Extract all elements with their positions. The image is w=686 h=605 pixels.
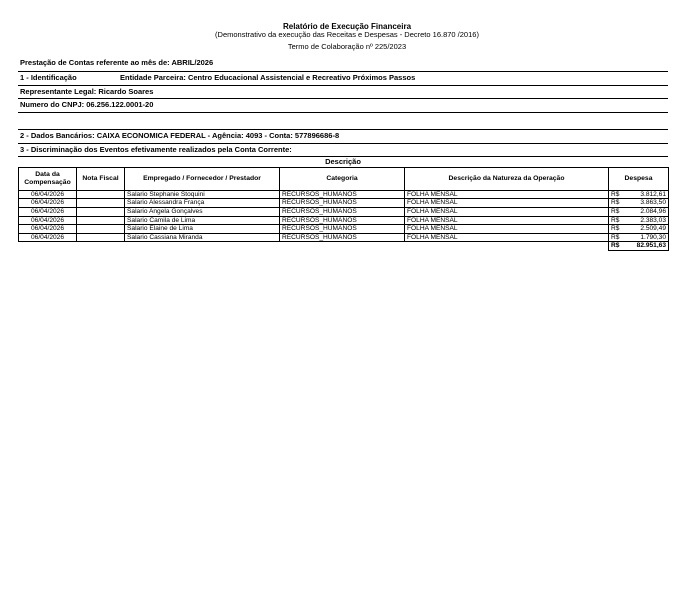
col-header-nota-fiscal: Nota Fiscal xyxy=(77,167,125,190)
table-row xyxy=(19,207,669,216)
total-blank-cell xyxy=(280,242,405,251)
cell-descricao: FOLHA MENSAL xyxy=(405,225,609,234)
total-blank-cell xyxy=(125,242,280,251)
expenses-table xyxy=(18,167,669,251)
col-header-descricao: Descrição da Natureza da Operação xyxy=(405,167,609,190)
col-header-categoria: Categoria xyxy=(280,167,405,190)
currency-symbol: R$ xyxy=(611,233,620,241)
identificacao-label: 1 - Identificação xyxy=(20,73,77,83)
cell-data: 06/04/2026 xyxy=(19,190,77,199)
cnpj: Numero do CNPJ: 06.256.122.0001-20 xyxy=(18,99,668,113)
currency-symbol: R$ xyxy=(611,190,620,198)
report-subtitle: (Demonstrativo da execução das Receitas e Despesas - Decreto 16.870 /2016) xyxy=(215,30,479,40)
cell-nota-fiscal xyxy=(77,190,125,199)
cell-despesa: R$ 2.509,49 xyxy=(609,225,669,234)
total-blank-cell xyxy=(19,242,77,251)
cell-data: 06/04/2026 xyxy=(19,233,77,242)
col-header-despesa: Despesa xyxy=(609,167,669,190)
table-row xyxy=(19,216,669,225)
cell-data: 06/04/2026 xyxy=(19,199,77,208)
table-row xyxy=(19,190,669,199)
cell-empregado: Salario Camila de Lima xyxy=(125,216,280,225)
cell-descricao: FOLHA MENSAL xyxy=(405,190,609,199)
cell-despesa: R$ 3.863,50 xyxy=(609,199,669,208)
cell-descricao: FOLHA MENSAL xyxy=(405,207,609,216)
currency-symbol: R$ xyxy=(611,225,620,233)
currency-symbol: R$ xyxy=(611,242,620,250)
dados-bancarios: 2 - Dados Bancários: CAIXA ECONOMICA FEDERAL - Agência: 4093 - Conta: 577896686-8 xyxy=(18,130,668,144)
report-header xyxy=(18,22,676,51)
cell-empregado: Salario Elaine de Lima xyxy=(125,225,280,234)
descricao-title: Descrição xyxy=(325,157,361,167)
entidade-parceira: Entidade Parceira: Centro Educacional Assistencial e Recreativo Próximos Passos xyxy=(120,73,416,83)
currency-symbol: R$ xyxy=(611,216,620,224)
total-value: R$ 82.951,63 xyxy=(609,242,669,251)
cell-descricao: FOLHA MENSAL xyxy=(405,199,609,208)
cell-descricao: FOLHA MENSAL xyxy=(405,216,609,225)
cell-data: 06/04/2026 xyxy=(19,216,77,225)
cell-nota-fiscal xyxy=(77,207,125,216)
cell-despesa: R$ 3.812,61 xyxy=(609,190,669,199)
cell-categoria: RECURSOS_HUMANOS xyxy=(280,207,405,216)
identificacao-row xyxy=(18,72,668,86)
cell-categoria: RECURSOS_HUMANOS xyxy=(280,216,405,225)
cell-empregado: Salario Alessandra França xyxy=(125,199,280,208)
representante-legal: Representante Legal: Ricardo Soares xyxy=(18,86,668,100)
table-header-row xyxy=(19,167,669,190)
termo-colaboracao: Termo de Colaboração nº 225/2023 xyxy=(287,41,407,51)
cell-nota-fiscal xyxy=(77,225,125,234)
cell-descricao: FOLHA MENSAL xyxy=(405,233,609,242)
cell-nota-fiscal xyxy=(77,199,125,208)
cell-nota-fiscal xyxy=(77,233,125,242)
col-header-data: Data da Compensação xyxy=(19,167,77,190)
table-body xyxy=(19,190,669,250)
total-row xyxy=(19,242,669,251)
report-title: Relatório de Execução Financeira xyxy=(282,22,412,31)
cell-categoria: RECURSOS_HUMANOS xyxy=(280,190,405,199)
cell-despesa: R$ 1.790,30 xyxy=(609,233,669,242)
total-blank-cell xyxy=(405,242,609,251)
total-blank-cell xyxy=(77,242,125,251)
discriminacao-eventos: 3 - Discriminação dos Eventos efetivamente realizados pela Conta Corrente: xyxy=(18,144,668,158)
spacer-row xyxy=(18,113,668,130)
cell-data: 06/04/2026 xyxy=(19,225,77,234)
col-header-empregado: Empregado / Fornecedor / Prestador xyxy=(125,167,280,190)
cell-nota-fiscal xyxy=(77,216,125,225)
table-row xyxy=(19,199,669,208)
cell-categoria: RECURSOS_HUMANOS xyxy=(280,225,405,234)
cell-empregado: Salario Stephanie Stoquini xyxy=(125,190,280,199)
cell-despesa: R$ 2.383,03 xyxy=(609,216,669,225)
cell-despesa: R$ 2.084,96 xyxy=(609,207,669,216)
table-row xyxy=(19,233,669,242)
cell-empregado: Salario Angela Gonçalves xyxy=(125,207,280,216)
cell-categoria: RECURSOS_HUMANOS xyxy=(280,199,405,208)
currency-symbol: R$ xyxy=(611,199,620,207)
currency-symbol: R$ xyxy=(611,207,620,215)
table-row xyxy=(19,225,669,234)
prestacao-contas: Prestação de Contas referente ao mês de: ABRIL/2026 xyxy=(20,58,214,68)
identification-block xyxy=(18,71,668,157)
cell-empregado: Salario Cassiana Miranda xyxy=(125,233,280,242)
cell-categoria: RECURSOS_HUMANOS xyxy=(280,233,405,242)
cell-data: 06/04/2026 xyxy=(19,207,77,216)
